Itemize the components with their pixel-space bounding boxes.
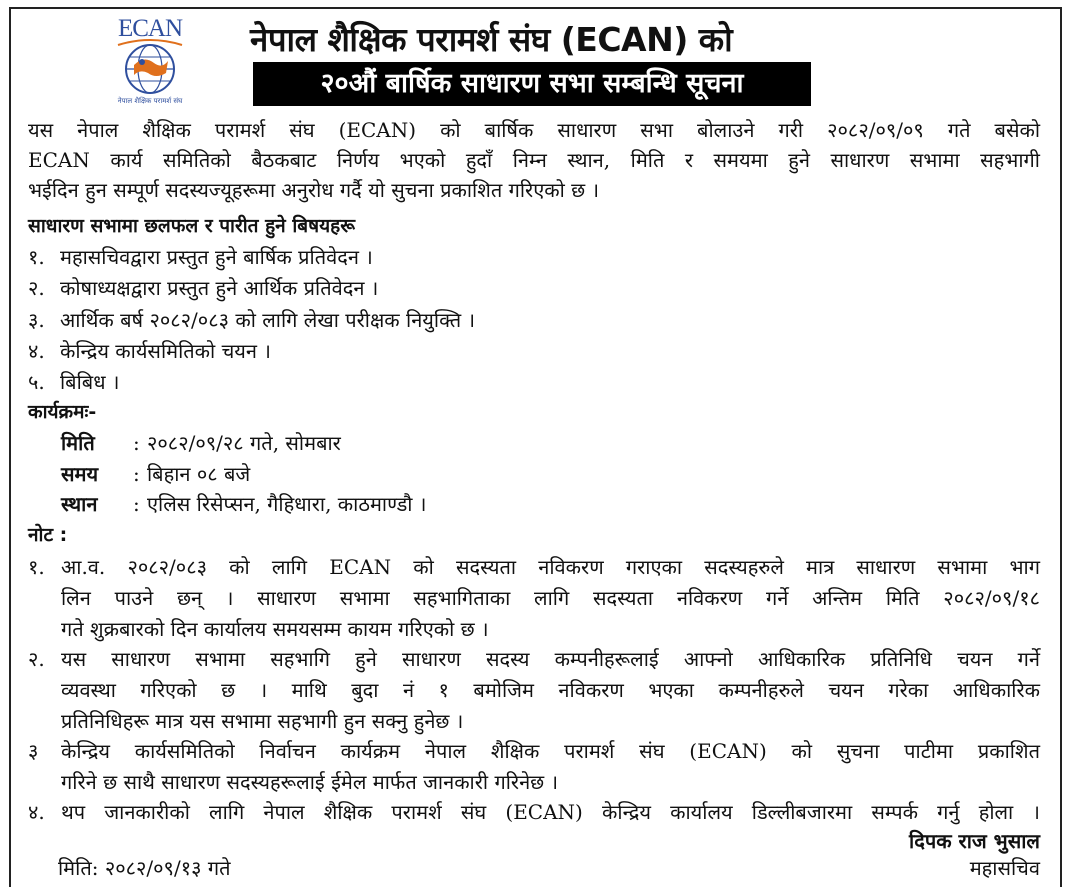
intro-line: यस नेपाल शैक्षिक परामर्श संघ (ECAN) को बार्षिक साधारण सभा बोलाउने गरी २०८२/०९/०९ गते बसेको	[28, 118, 1040, 142]
program-heading: कार्यक्रमः-	[28, 401, 97, 423]
note-line: गते शुक्रबारको दिन कार्यालय समयसम्म कायम गरिएको छ ।	[61, 617, 489, 641]
note-line: आ.व. २०८२/०८३ को लागि ECAN को सदस्यता नविकरण गराएका सदस्यहरुले मात्र साधारण सभामा भाग	[61, 555, 1040, 579]
item-text: केन्द्रिय कार्यसमितिको चयन ।	[60, 339, 271, 363]
program-row: स्थान : एलिस रिसेप्सन, गैहिधारा, काठमाण्डौ ।	[61, 492, 427, 516]
item-text: बिबिध ।	[60, 370, 120, 394]
agenda-item	[28, 243, 373, 271]
program-value: २०८२/०९/२८ गते, सोमबार	[147, 431, 341, 455]
logo-tagline: नेपाल शैक्षिक परामर्श संघ	[117, 97, 183, 105]
item-text: महासचिवद्वारा प्रस्तुत हुने बार्षिक प्रतिवेदन ।	[60, 245, 373, 269]
program-label: स्थान	[61, 492, 98, 516]
notice-title: नेपाल शैक्षिक परामर्श संघ (ECAN) को	[250, 20, 733, 59]
program-label: मिति	[61, 431, 95, 455]
note-line: थप जानकारीको लागि नेपाल शैक्षिक परामर्श संघ (ECAN) केन्द्रिय कार्यालय डिल्लीबजारमा सम्पर्क गर्नु होला ।	[61, 800, 1040, 824]
program-value: बिहान ०८ बजे	[147, 462, 251, 486]
note-number: ३	[28, 739, 39, 763]
ecan-logo	[104, 15, 196, 107]
item-number: ३.	[28, 308, 45, 332]
logo-wordmark: ECAN	[117, 15, 183, 42]
note-line: यस साधारण सभामा सहभागि हुने साधारण सदस्य कम्पनीहरूलाई आफ्नो आधिकारिक प्रतिनिधि चयन गर्ने	[61, 647, 1040, 671]
agenda-item	[28, 337, 271, 365]
note-line: गरिने छ साथै साधारण सदस्यहरूलाई ईमेल मार्फत जानकारी गरिनेछ ।	[61, 770, 559, 794]
globe-icon	[104, 15, 196, 107]
item-text: कोषाध्यक्षद्वारा प्रस्तुत हुने आर्थिक प्रतिवेदन ।	[60, 276, 379, 300]
agenda-heading: साधारण सभामा छलफल र पारीत हुने बिषयहरू	[28, 215, 355, 237]
program-row: मिति : २०८२/०९/२८ गते, सोमबार	[61, 431, 341, 455]
agenda-item	[28, 368, 119, 396]
program-label: समय	[61, 462, 99, 486]
note-line: केन्द्रिय कार्यसमितिको निर्वाचन कार्यक्रम नेपाल शैक्षिक परामर्श संघ (ECAN) को सुचना पाटीमा प्रकाशित	[61, 739, 1040, 763]
note-line: लिन पाउने छन् । साधारण सभामा सहभागिताका लागि सदस्यता नविकरण गर्ने अन्तिम मिति २०८२/०९/१८	[61, 586, 1040, 610]
agenda-item	[28, 274, 378, 302]
item-number: ४.	[28, 339, 45, 363]
agenda-item	[28, 306, 475, 334]
notice-date: मिति: २०८२/०९/१३ गते	[58, 856, 231, 880]
note-number: २.	[28, 647, 45, 671]
item-number: १.	[28, 245, 45, 269]
intro-line: भईदिन हुन सम्पूर्ण सदस्यज्यूहरूमा अनुरोध गर्दै यो सुचना प्रकाशित गरिएको छ ।	[28, 178, 600, 202]
note-number: ४.	[28, 800, 45, 824]
item-number: २.	[28, 276, 45, 300]
signatory-title: महासचिव	[969, 856, 1040, 880]
item-number: ५.	[28, 370, 45, 394]
signatory-name: दिपक राज भुसाल	[909, 829, 1040, 853]
program-row: समय : बिहान ०८ बजे	[61, 462, 251, 486]
note-line: व्यवस्था गरिएको छ । माथि बुदा नं १ बमोजिम नविकरण भएका कम्पनीहरुले चयन गरेका आधिकारिक	[61, 678, 1040, 702]
intro-line: ECAN कार्य समितिको बैठकबाट निर्णय भएको हुदाँ निम्न स्थान, मिति र समयमा हुने साधारण सभामा सहभागी	[28, 148, 1040, 172]
notes-heading: नोट :	[28, 524, 68, 546]
note-line: प्रतिनिधिहरू मात्र यस सभामा सहभागी हुन सक्नु हुनेछ ।	[61, 709, 464, 733]
program-value: एलिस रिसेप्सन, गैहिधारा, काठमाण्डौ ।	[147, 492, 427, 516]
note-number: १.	[28, 555, 45, 579]
notice-subtitle-banner: २०औं बार्षिक साधारण सभा सम्बन्धि सूचना	[253, 62, 811, 106]
item-text: आर्थिक बर्ष २०८२/०८३ को लागि लेखा परीक्षक नियुक्ति ।	[60, 308, 476, 332]
